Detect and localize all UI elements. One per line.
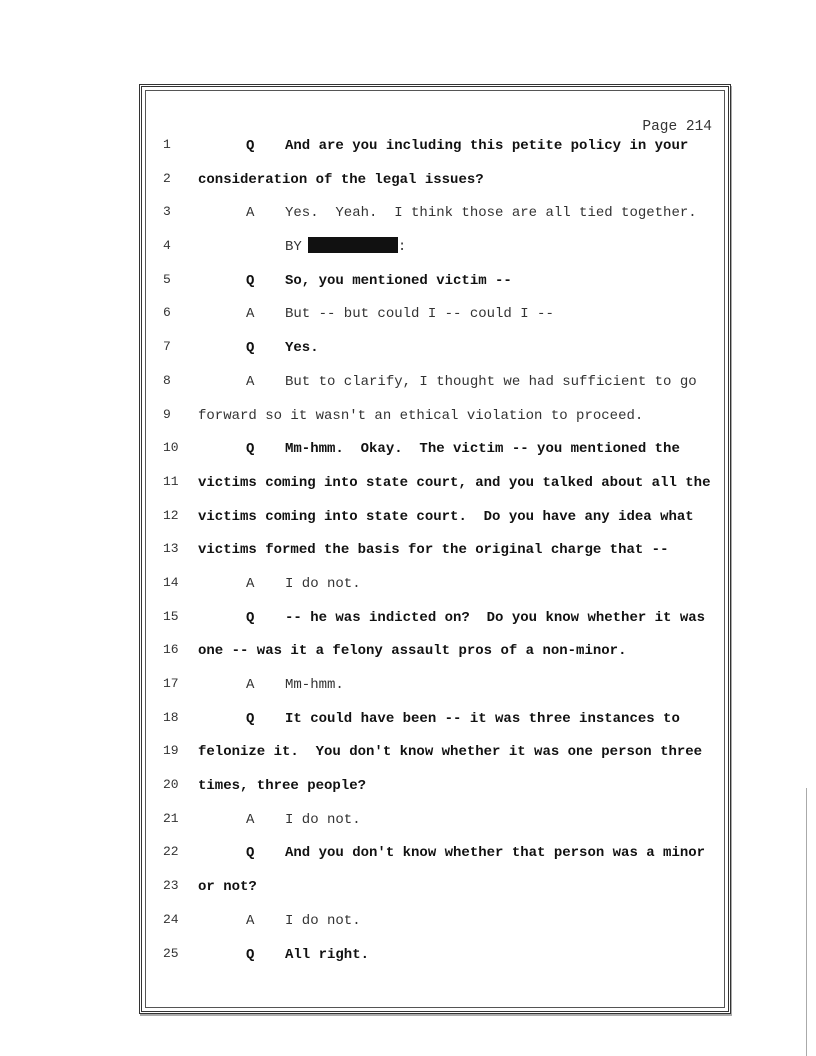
transcript-line (146, 775, 724, 809)
transcript-line (146, 405, 724, 439)
line-text-content: I do not. (285, 912, 361, 929)
line-text-content: -- he was indicted on? Do you know whether it was (285, 609, 706, 626)
transcript-lines (146, 135, 724, 977)
speaker-label: Q (246, 845, 255, 862)
transcript-line (146, 438, 724, 472)
speaker-label: A (246, 811, 255, 828)
transcript-line (146, 539, 724, 573)
line-number: 25 (163, 945, 179, 961)
transcript-line (146, 910, 724, 944)
line-number: 4 (163, 238, 171, 254)
transcript-line (146, 607, 724, 641)
speaker-label: Q (246, 138, 255, 154)
line-text-content: It could have been -- it was three instances to (285, 710, 680, 727)
speaker-label: A (246, 912, 255, 929)
line-text-content: consideration of the legal issues? (198, 171, 484, 188)
line-number: 3 (163, 204, 171, 220)
transcript-line (146, 472, 724, 506)
line-number: 12 (163, 507, 179, 523)
line-text (285, 271, 512, 291)
line-number: 2 (163, 170, 171, 186)
line-text-content: Yes. Yeah. I think those are all tied together. (285, 205, 697, 222)
line-text (285, 372, 697, 392)
line-text (285, 439, 680, 459)
line-number: 9 (163, 406, 171, 422)
redaction-block (308, 237, 398, 253)
line-text (285, 675, 344, 695)
line-text-content: victims coming into state court, and you talked about all the (198, 474, 711, 491)
line-number: 14 (163, 574, 179, 590)
line-text-content: All right. (285, 946, 370, 963)
line-text-content: or not? (198, 879, 257, 896)
line-text-content: But -- but could I -- could I -- (285, 306, 554, 323)
line-text-content: I do not. (285, 575, 361, 592)
line-text (198, 170, 484, 190)
line-text (285, 574, 361, 594)
line-text-content: Mm-hmm. Okay. The victim -- you mentioned the (285, 441, 680, 458)
transcript-line (146, 506, 724, 540)
speaker-label: Q (246, 340, 255, 357)
line-number: 24 (163, 911, 179, 927)
transcript-line (146, 842, 724, 876)
line-text (285, 203, 697, 223)
line-text (285, 304, 554, 324)
speaker-label: A (246, 373, 255, 390)
frame-inner-border (145, 90, 725, 1008)
line-suffix: : (397, 239, 407, 256)
line-number: 17 (163, 676, 179, 691)
transcript-line (146, 169, 724, 203)
line-number: 15 (163, 608, 179, 624)
speaker-label: Q (246, 710, 255, 727)
page-number: Page 214 (642, 119, 712, 135)
line-text-content: victims coming into state court. Do you have any idea what (198, 508, 694, 525)
transcript-line (146, 573, 724, 607)
line-number: 5 (163, 271, 171, 287)
line-text-content: times, three people? (198, 778, 367, 795)
speaker-label: A (246, 575, 255, 592)
line-number: 8 (163, 372, 171, 388)
line-text (198, 877, 257, 897)
line-text (285, 709, 680, 729)
line-number: 19 (163, 743, 179, 759)
transcript-line (146, 809, 724, 843)
transcript-line (146, 640, 724, 674)
line-number: 20 (163, 777, 179, 793)
transcript-line (146, 741, 724, 775)
line-text-content: So, you mentioned victim -- (285, 272, 512, 289)
line-text (198, 406, 643, 426)
line-text-content: And are you including this petite policy in your (285, 138, 689, 154)
speaker-label: A (246, 205, 255, 222)
line-number: 1 (163, 137, 171, 152)
line-number: 11 (163, 473, 179, 489)
line-number: 18 (163, 709, 179, 725)
transcript-line (146, 270, 724, 304)
line-number: 23 (163, 878, 179, 894)
transcript-line (146, 303, 724, 337)
line-text (285, 810, 361, 830)
line-text (198, 742, 702, 762)
transcript-line (146, 135, 724, 169)
line-number: 22 (163, 844, 179, 860)
speaker-label: Q (246, 272, 255, 289)
line-text (285, 136, 688, 156)
line-number: 10 (163, 440, 179, 456)
line-text (285, 911, 361, 931)
line-text-content: And you don't know whether that person was a minor (285, 845, 706, 862)
line-text (198, 540, 668, 560)
transcript-line (146, 876, 724, 910)
speaker-label: A (246, 677, 255, 693)
line-text (285, 237, 406, 257)
line-text-content: Mm-hmm. (285, 677, 344, 693)
line-text-content: I do not. (285, 811, 361, 828)
page-edge-line (806, 788, 807, 1056)
line-text (285, 608, 705, 628)
line-number: 16 (163, 642, 179, 658)
line-text (285, 338, 319, 358)
transcript-line (146, 371, 724, 405)
line-number: 13 (163, 541, 179, 557)
line-text-content: BY (285, 239, 302, 256)
line-number: 21 (163, 810, 179, 826)
transcript-line (146, 708, 724, 742)
line-number: 6 (163, 305, 171, 321)
line-text-content: felonize it. You don't know whether it was one person three (198, 744, 703, 761)
transcript-line (146, 674, 724, 708)
line-text (285, 945, 369, 965)
line-number: 7 (163, 339, 171, 355)
speaker-label: Q (246, 609, 255, 626)
transcript-page-frame (139, 84, 731, 1014)
line-text (198, 776, 366, 796)
line-text (285, 843, 705, 863)
line-text-content: Yes. (285, 340, 319, 357)
line-text-content: victims formed the basis for the original charge that -- (198, 542, 669, 559)
transcript-line (146, 337, 724, 371)
line-text (198, 507, 694, 527)
line-text-content: one -- was it a felony assault pros of a non-minor. (198, 643, 627, 660)
line-text (198, 641, 626, 661)
transcript-line (146, 944, 724, 978)
speaker-label: A (246, 306, 255, 323)
transcript-line (146, 202, 724, 236)
transcript-line (146, 236, 724, 270)
line-text (198, 473, 710, 493)
speaker-label: Q (246, 441, 255, 458)
speaker-label: Q (246, 946, 255, 963)
line-text-content: forward so it wasn't an ethical violation to proceed. (198, 407, 644, 424)
line-text-content: But to clarify, I thought we had sufficient to go (285, 373, 697, 390)
